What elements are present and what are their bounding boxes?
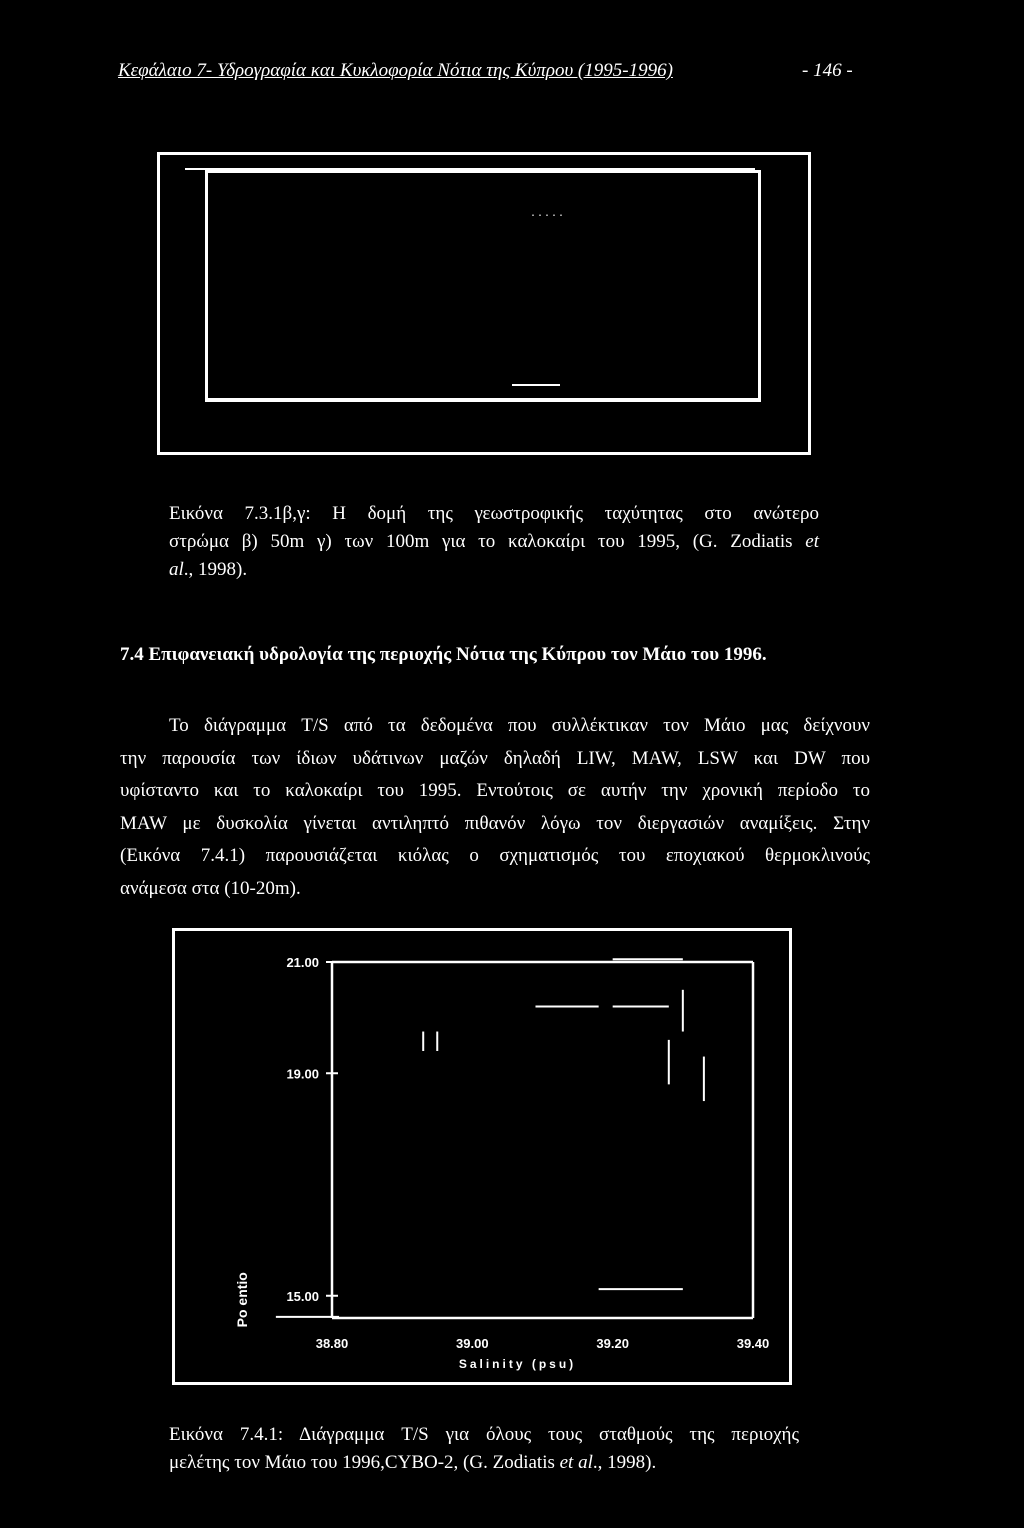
caption-line: Εικόνα 7.4.1: Διάγραμμα T/S για όλους τους σταθμούς της περιοχής xyxy=(169,1424,799,1445)
paragraph-line: την παρουσία των ίδιων υδάτινων μαζών δηλαδή LIW, MAW, LSW και DW που xyxy=(120,747,870,769)
x-tick-label: 39.00 xyxy=(456,1336,489,1351)
y-axis-label: Po entio xyxy=(234,1272,250,1328)
y-tick-label: 19.00 xyxy=(286,1066,319,1082)
paragraph-line: MAW με δυσκολία γίνεται αντιληπτό πιθανόν λόγω τον διεργασιών αναμίξεις. Στην xyxy=(120,812,870,834)
caption-line: Εικόνα 7.3.1β,γ: Η δομή της γεωστροφικής ταχύτητας στο ανώτερο xyxy=(169,503,819,524)
y-tick-label: 15.00 xyxy=(286,1288,319,1304)
figure-geostrophic-velocity xyxy=(157,152,811,455)
section-heading: 7.4 Επιφανειακή υδρολογία της περιοχής Νότια της Κύπρου τον Μάιο του 1996. xyxy=(120,644,767,665)
page-number: - 146 - xyxy=(802,60,853,81)
figure1-caption xyxy=(169,500,819,584)
figure-dash xyxy=(512,384,560,386)
figure-top-line xyxy=(185,168,755,170)
x-tick-label: 39.20 xyxy=(596,1336,629,1351)
caption-line: στρώμα β) 50m γ) των 100m για το καλοκαίρι του 1995, (G. Zodiatis et xyxy=(169,531,819,552)
ts-chart-svg xyxy=(175,931,789,1382)
running-header xyxy=(118,60,878,82)
paragraph-line: υφίσταντο και το καλοκαίρι του 1995. Εντούτοις σε αυτήν την χρονική περίοδο το xyxy=(120,780,870,801)
caption-line: μελέτης τον Μάιο του 1996,CYBO-2, (G. Zodiatis et al., 1998). xyxy=(169,1452,657,1473)
x-tick-label: 38.80 xyxy=(315,1336,349,1351)
chapter-title: Κεφάλαιο 7- Υδρογραφία και Κυκλοφορία Νότια της Κύπρου (1995-1996) xyxy=(118,60,673,81)
body-paragraph xyxy=(120,710,870,905)
ts-diagram xyxy=(172,928,792,1385)
figure-inner-frame xyxy=(205,170,761,402)
y-tick-label: 21.00 xyxy=(286,955,319,970)
paragraph-line: (Εικόνα 7.4.1) παρουσιάζεται κιόλας ο σχηματισμός του εποχιακού θερμοκλινούς xyxy=(120,845,870,866)
caption-line: al., 1998). xyxy=(169,559,248,580)
figure2-caption xyxy=(169,1421,799,1477)
paragraph-line: Το διάγραμμα T/S από τα δεδομένα που συλλέκτικαν τον Μάιο μας δείχνουν xyxy=(169,715,870,736)
x-axis-label: Salinity (psu) xyxy=(458,1357,577,1371)
x-tick-label: 39.40 xyxy=(736,1336,770,1351)
paragraph-line: ανάμεσα στα (10-20m). xyxy=(120,877,301,899)
figure-dots: ..... xyxy=(530,209,566,220)
